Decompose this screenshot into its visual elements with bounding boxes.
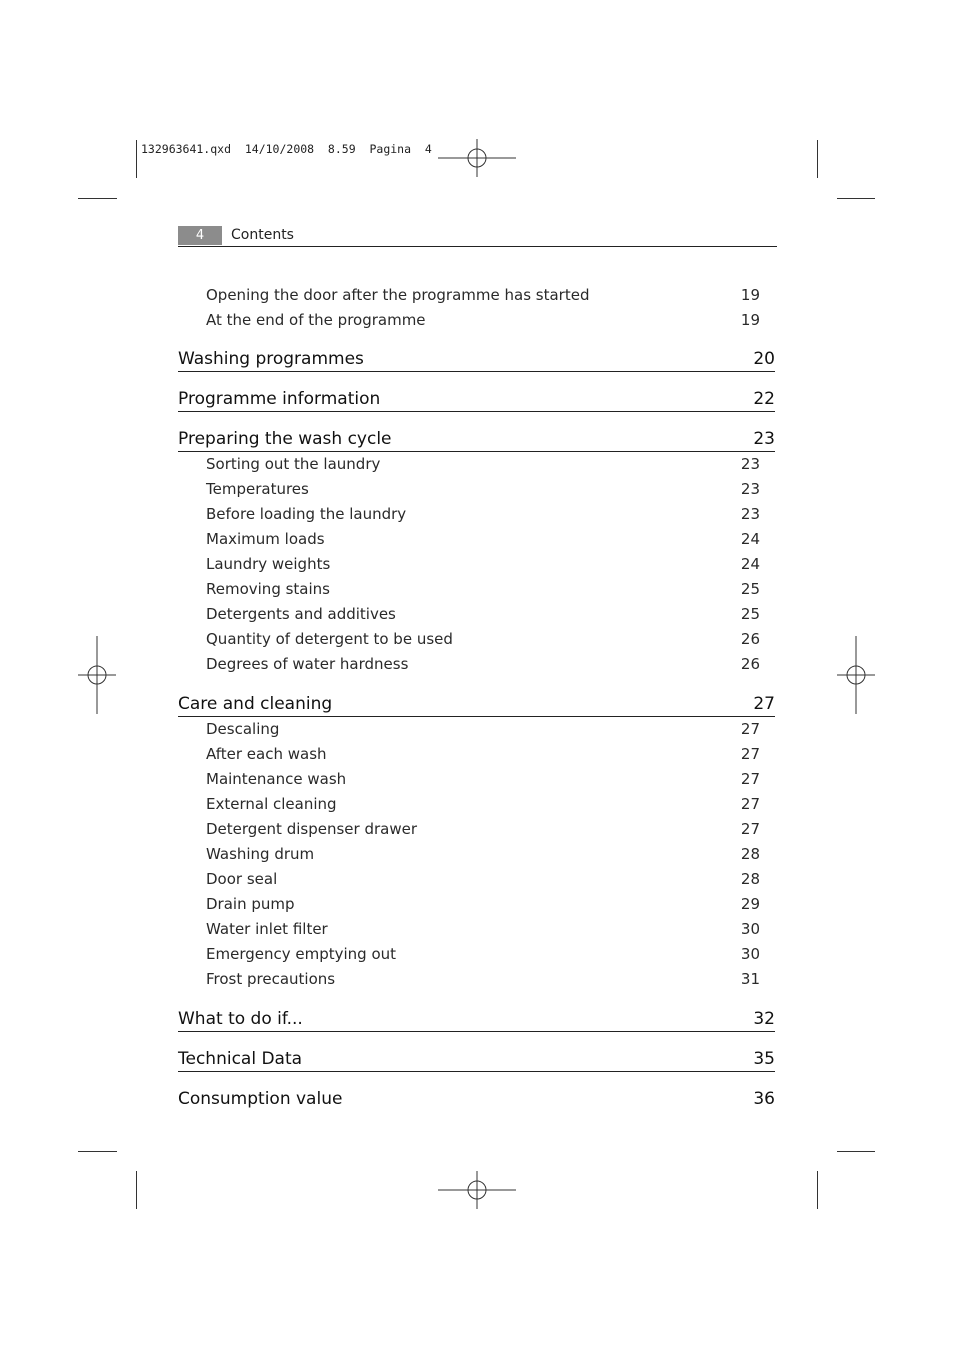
toc-entry-row[interactable]: [178, 527, 775, 552]
toc-entry-row[interactable]: [178, 452, 775, 477]
toc-entry-row[interactable]: [178, 283, 775, 308]
toc-entry-title: Descaling: [206, 720, 280, 738]
toc-section-title: Washing programmes: [178, 349, 364, 369]
page-number-badge: 4: [178, 226, 222, 245]
toc-entry-row[interactable]: [178, 627, 775, 652]
toc-page-number: 27: [740, 720, 760, 738]
toc-page-number: 23: [740, 480, 760, 498]
toc-entry-title: Maintenance wash: [206, 770, 347, 788]
toc-entry-title: Maximum loads: [206, 530, 325, 548]
toc-entry-title: Frost precautions: [206, 970, 336, 988]
crop-mark-top-right-horizontal: [837, 198, 875, 199]
toc-section-row[interactable]: [178, 428, 775, 452]
toc-entry-title: Temperatures: [206, 480, 309, 498]
toc-page-number: 26: [740, 655, 760, 673]
toc-page-number: 30: [740, 920, 760, 938]
toc-entry-row[interactable]: [178, 967, 775, 992]
toc-section-title: Care and cleaning: [178, 694, 333, 714]
toc-entry-title: Detergent dispenser drawer: [206, 820, 417, 838]
toc-page-number: 23: [740, 505, 760, 523]
toc-page-number: 23: [740, 455, 760, 473]
toc-page-number: 27: [740, 745, 760, 763]
crop-mark-top-right-vertical: [817, 140, 818, 178]
toc-section-title: Consumption value: [178, 1089, 343, 1109]
toc-page-number: 29: [740, 895, 760, 913]
toc-entry-title: Opening the door after the programme has started: [206, 286, 590, 304]
toc-entry-row[interactable]: [178, 842, 775, 867]
toc-entry-row[interactable]: [178, 308, 775, 333]
print-slug: 132963641.qxd 14/10/2008 8.59 Pagina 4: [141, 142, 432, 156]
toc-entry-title: Degrees of water hardness: [206, 655, 409, 673]
crop-mark-bottom-right-vertical: [817, 1171, 818, 1209]
toc-section-row[interactable]: [178, 1088, 775, 1111]
toc-section-title: Preparing the wash cycle: [178, 429, 392, 449]
toc-entry-row[interactable]: [178, 552, 775, 577]
toc-entry-row[interactable]: [178, 767, 775, 792]
toc-entry-row[interactable]: [178, 502, 775, 527]
toc-entry-title: Washing drum: [206, 845, 315, 863]
toc-page-number: 19: [740, 311, 760, 329]
toc-entry-row[interactable]: [178, 892, 775, 917]
toc-page-number: 22: [753, 389, 775, 409]
toc-entry-title: Sorting out the laundry: [206, 455, 381, 473]
crop-mark-top-left-horizontal: [78, 198, 117, 199]
toc-entry-title: Quantity of detergent to be used: [206, 630, 453, 648]
toc-page-number: 19: [740, 286, 760, 304]
toc-page-number: 25: [740, 580, 760, 598]
toc-page-number: 20: [753, 349, 775, 369]
toc-page-number: 23: [753, 429, 775, 449]
toc-page-number: 25: [740, 605, 760, 623]
toc-section-row[interactable]: [178, 388, 775, 412]
toc-section-title: Programme information: [178, 389, 381, 409]
toc-section-row[interactable]: [178, 1048, 775, 1072]
toc-entry-row[interactable]: [178, 792, 775, 817]
toc-section-row[interactable]: [178, 693, 775, 717]
toc-section-row[interactable]: [178, 348, 775, 372]
toc-page-number: 32: [753, 1009, 775, 1029]
toc-page-number: 27: [740, 795, 760, 813]
toc-entry-title: At the end of the programme: [206, 311, 426, 329]
toc-entry-row[interactable]: [178, 817, 775, 842]
registration-mark-left-icon: [58, 636, 136, 714]
toc-entry-row[interactable]: [178, 942, 775, 967]
page-title: Contents: [231, 227, 294, 243]
toc-page-number: 24: [740, 530, 760, 548]
toc-entry-title: Before loading the laundry: [206, 505, 407, 523]
toc-page-number: 27: [740, 820, 760, 838]
crop-mark-bottom-left-vertical: [136, 1171, 137, 1209]
toc-page-number: 24: [740, 555, 760, 573]
toc-entry-title: After each wash: [206, 745, 327, 763]
toc-entry-title: Water inlet filter: [206, 920, 328, 938]
toc-page-number: 27: [753, 694, 775, 714]
toc-entry-title: External cleaning: [206, 795, 337, 813]
crop-mark-bottom-left-horizontal: [78, 1151, 117, 1152]
toc-entry-title: Detergents and additives: [206, 605, 396, 623]
toc-page-number: 30: [740, 945, 760, 963]
toc-page-number: 28: [740, 870, 760, 888]
toc-page-number: 35: [753, 1049, 775, 1069]
toc-entry-row[interactable]: [178, 652, 775, 677]
toc-entry-row[interactable]: [178, 917, 775, 942]
toc-entry-row[interactable]: [178, 602, 775, 627]
toc-entry-row[interactable]: [178, 717, 775, 742]
registration-mark-bottom-icon: [438, 1151, 516, 1229]
toc-page-number: 27: [740, 770, 760, 788]
toc-section-title: What to do if...: [178, 1009, 303, 1029]
toc-entry-title: Drain pump: [206, 895, 295, 913]
toc-entry-row[interactable]: [178, 577, 775, 602]
crop-mark-top-left-vertical: [136, 140, 137, 178]
toc-entry-row[interactable]: [178, 742, 775, 767]
toc-entry-title: Emergency emptying out: [206, 945, 397, 963]
toc-entry-title: Laundry weights: [206, 555, 331, 573]
toc-entry-row[interactable]: [178, 477, 775, 502]
toc-page-number: 36: [753, 1089, 775, 1109]
toc-entry-title: Door seal: [206, 870, 278, 888]
toc-page-number: 31: [740, 970, 760, 988]
table-of-contents: [178, 283, 775, 1111]
crop-mark-bottom-right-horizontal: [837, 1151, 875, 1152]
toc-page-number: 26: [740, 630, 760, 648]
toc-entry-row[interactable]: [178, 867, 775, 892]
toc-entry-title: Removing stains: [206, 580, 330, 598]
header-rule: [178, 246, 777, 247]
toc-page-number: 28: [740, 845, 760, 863]
registration-mark-top-icon: [438, 119, 516, 197]
toc-section-row[interactable]: [178, 1008, 775, 1032]
registration-mark-right-icon: [817, 636, 895, 714]
toc-section-title: Technical Data: [178, 1049, 303, 1069]
